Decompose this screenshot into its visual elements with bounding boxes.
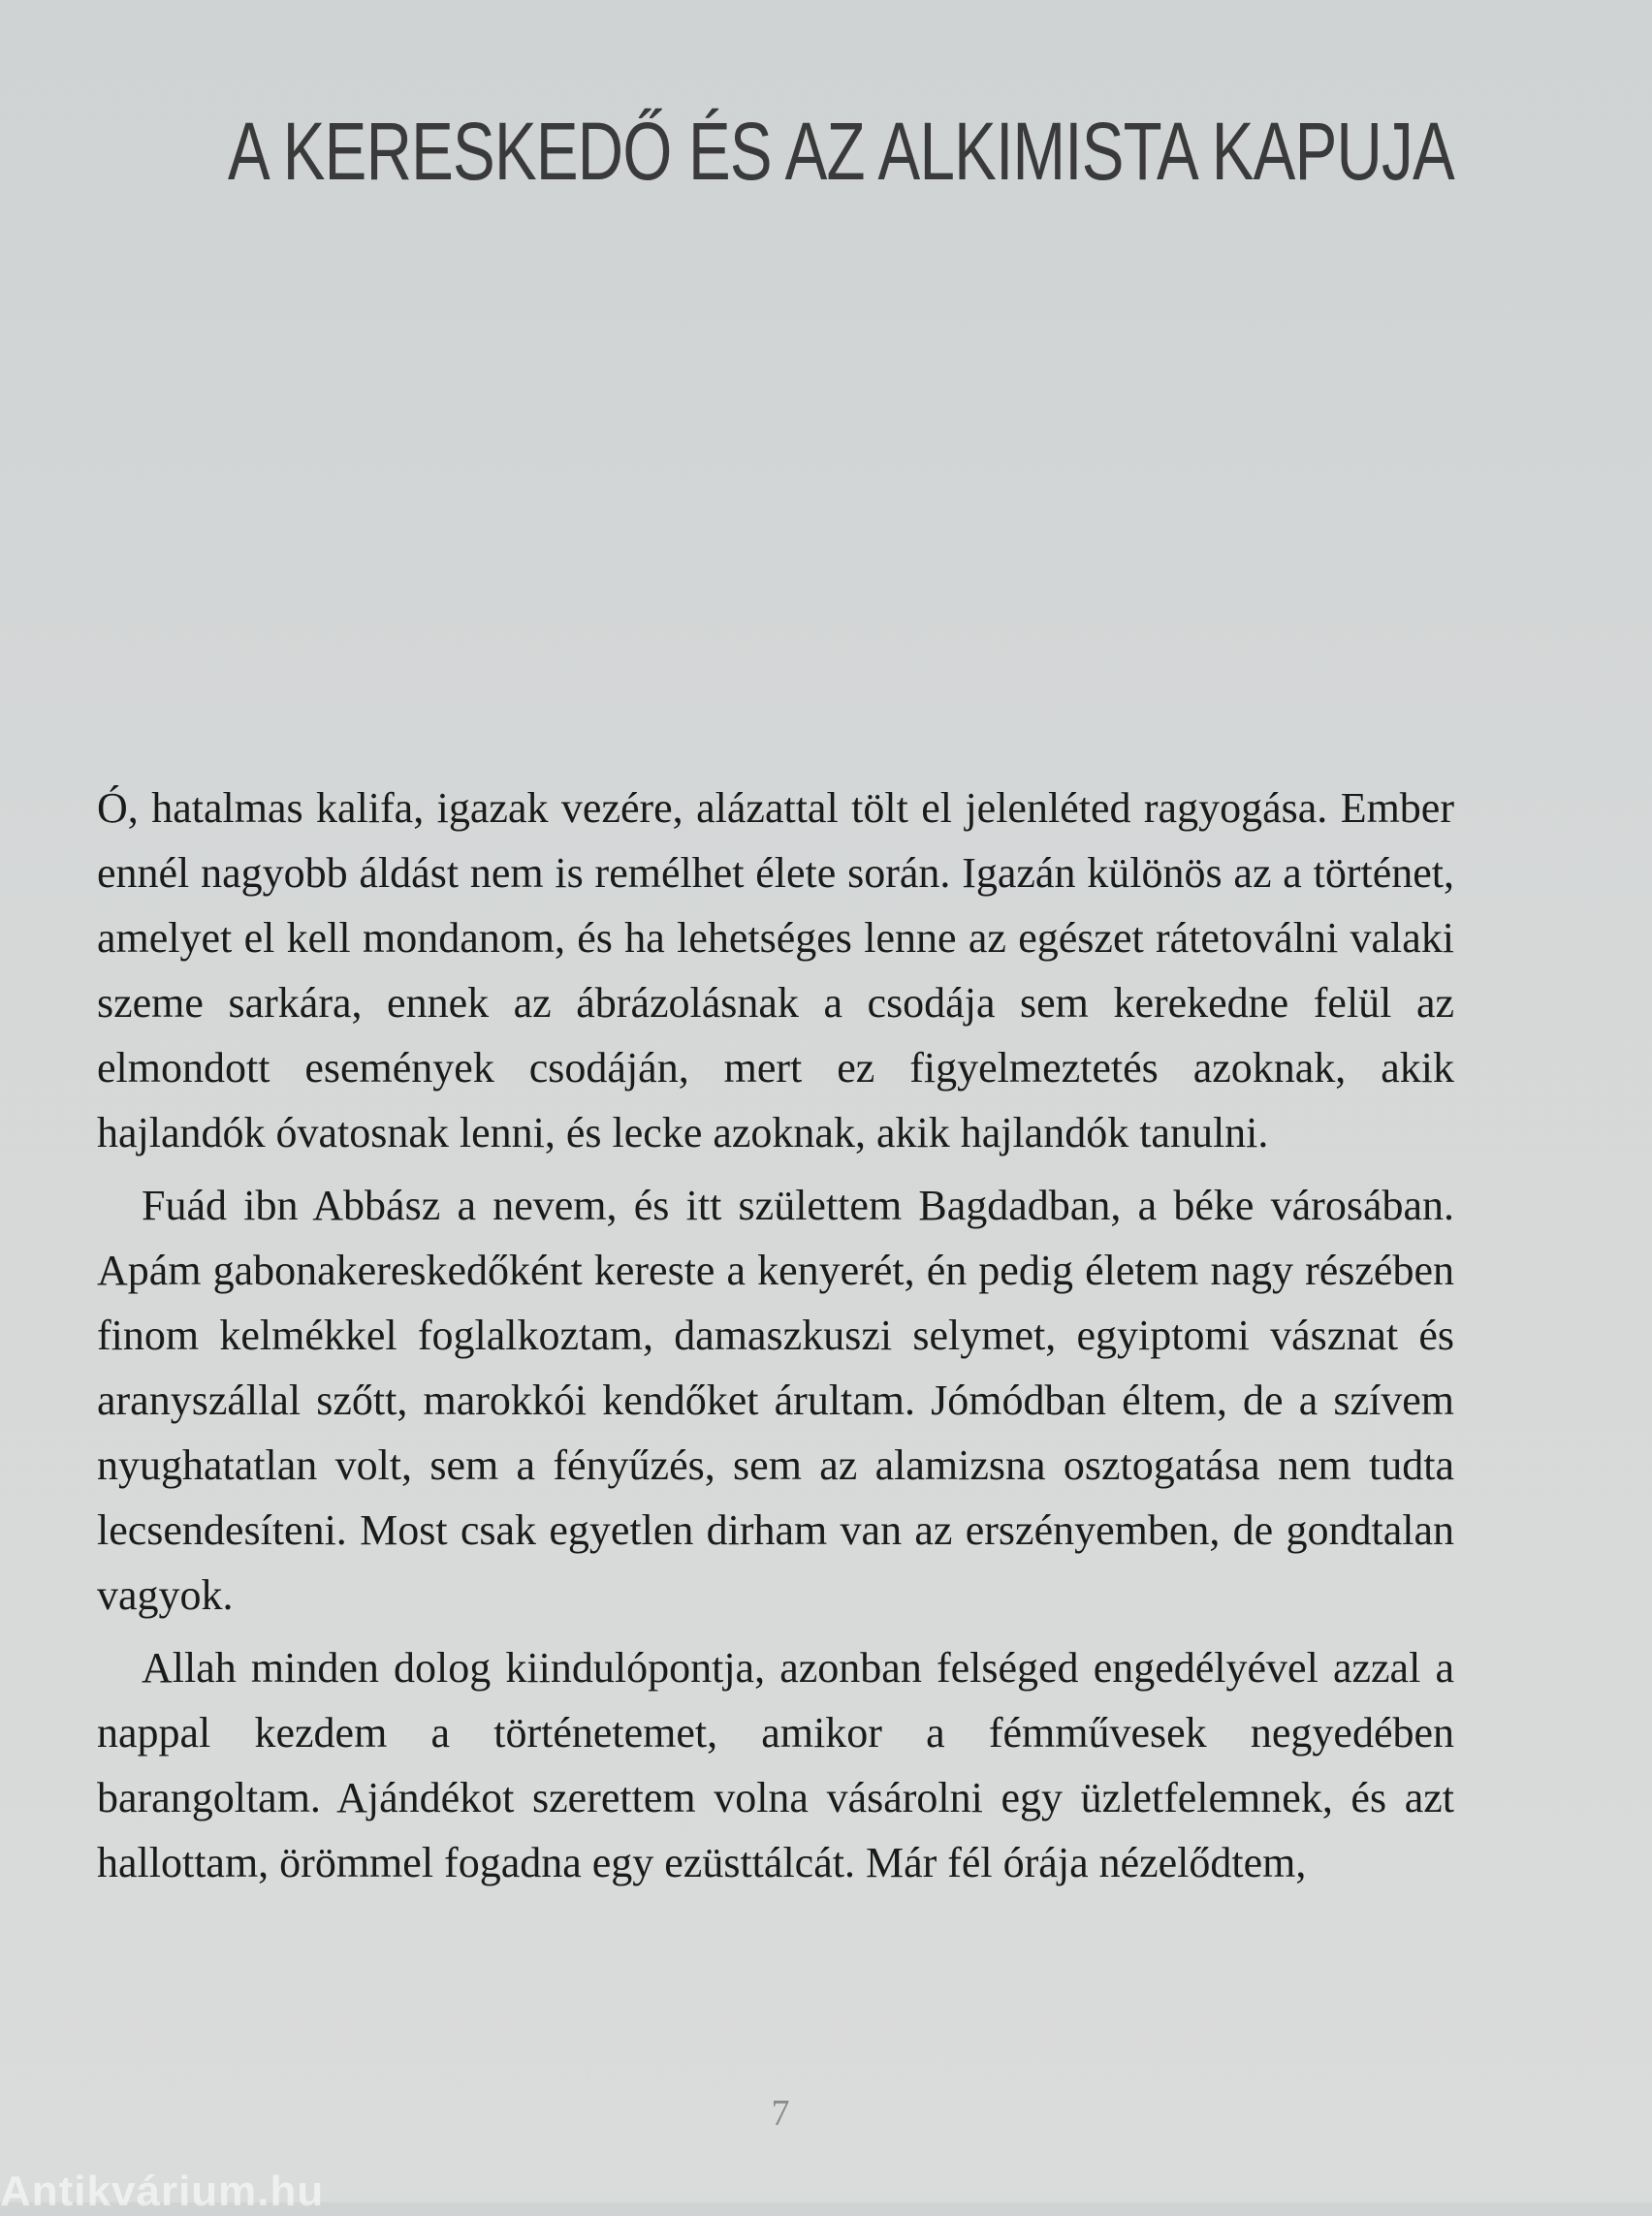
paragraph-3: Allah minden dolog kiindulópontja, azonban felséged engedélyével azzal a nappal kezdem a történetemet, amikor a fémművesek negyedében barangoltam. Ajándékot szerettem volna vásárolni egy üzletfelemnek, és azt hallottam, örömmel fogadna egy ezüsttálcát. Már fél órája nézelődtem, xyxy=(97,1644,1454,1886)
page-number: 7 xyxy=(771,2093,790,2134)
watermark: Antikvárium.hu xyxy=(0,2168,325,2215)
body-text xyxy=(97,776,1454,1895)
paragraph-1: Ó, hatalmas kalifa, igazak vezére, alázattal tölt el jelenléted ragyogása. Ember ennél nagyobb áldást nem is remélhet élete során. Igazán különös az a történet, amelyet el kell mondanom, és ha lehetséges lenne az egészet rátetoválni valaki szeme sarkára, ennek az ábrázolásnak a csodája sem kerekedne felül az elmondott események csodáján, mert ez figyelmeztetés azoknak, akik hajlandók óvatosnak lenni, és lecke azoknak, akik hajlandók tanulni. xyxy=(97,784,1454,1156)
paragraph-2: Fuád ibn Abbász a nevem, és itt születtem Bagdadban, a béke városában. Apám gabonakereskedőként kereste a kenyerét, én pedig életem nagy részében finom kelmékkel foglalkoztam, damaszkuszi selymet, egyiptomi vásznat és aranyszállal szőtt, marokkói kendőket árultam. Jómódban éltem, de a szívem nyughatatlan volt, sem a fényűzés, sem az alamizsna osztogatása nem tudta lecsendesíteni. Most csak egyetlen dirham van az erszényemben, de gondtalan vagyok. xyxy=(97,1182,1454,1619)
chapter-title: A KERESKEDŐ ÉS AZ ALKIMISTA KAPUJA xyxy=(228,106,1454,197)
